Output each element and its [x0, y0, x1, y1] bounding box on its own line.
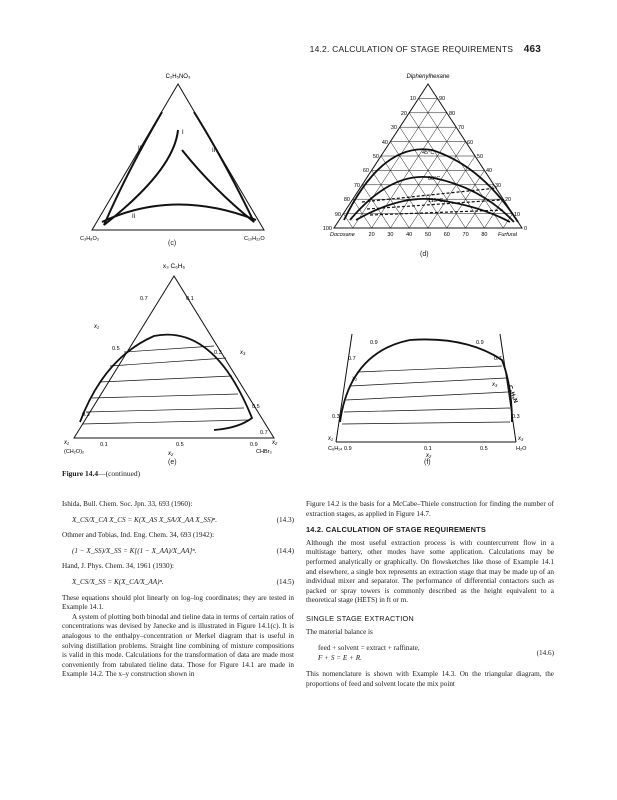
fig-e-tick-e: 0.5 [176, 442, 184, 448]
fig-e-tick-a: 0.7 [140, 296, 148, 302]
fig-d-isotherm-2: 80°C [428, 176, 441, 182]
fig-d-bottom-tick-20: 20 [368, 232, 375, 238]
page-number: 463 [523, 44, 541, 55]
eq-14-4-body: (1 − X_SS)/X_SS = K[(1 − X_AA)/X_AA]ⁿ. [72, 546, 197, 555]
fig-f-top-label: C₆H₅N [506, 384, 519, 405]
fig-d-left-vertex: Docosane [330, 232, 355, 238]
fig-f-right-vertex-b: H₂O [516, 446, 527, 452]
fig-d-right-vertex: Furfural [498, 232, 517, 238]
fig-f-tick-d: 0.9 [344, 446, 352, 452]
eq-14-6-words: feed + solvent = extract + raffinate, [318, 644, 420, 653]
fig-f-left-vertex-a: x₁ [328, 436, 333, 442]
fig-d-bottom-tick-70: 70 [462, 232, 469, 238]
fig-f-tick-h: 0.7 [494, 356, 502, 362]
fig-f-axis-x3: x₃ [492, 382, 498, 388]
fig-f-axis-x1: x₁ [352, 376, 357, 382]
eq-14-4-number: (14.4) [276, 546, 294, 555]
fig-d-top-vertex: Diphenylhexane [406, 74, 450, 80]
ref-ishida: Ishida, Bull. Chem. Soc. Jpn. 33, 693 (1960): [62, 500, 193, 508]
figure-d [322, 70, 532, 250]
fig-d-right-tick-20: 20 [505, 197, 512, 203]
ref-hand: Hand, J. Phys. Chem. 34, 1961 (1930): [62, 562, 175, 571]
fig-f-tick-e: 0.1 [424, 446, 432, 452]
paragraph-nomenclature: This nomenclature is shown with Example 14.3. On the triangular diagram, the proportions of feed and solvent locate the mix point [306, 670, 554, 688]
fig-d-right-tick-90: 90 [439, 96, 446, 102]
right-column [306, 500, 554, 690]
eq-14-5-number: (14.5) [276, 577, 294, 586]
fig-e-tick-g: 0.1 [186, 296, 194, 302]
fig-d-isotherm-3: 115°C [428, 198, 443, 204]
paragraph-mccabe: Figure 14.2 is the basis for a McCabe–Thiele construction for finding the number of extraction stages, as applied in Figure 14.7. [306, 500, 554, 518]
fig-e-axis-x2: x₂ [168, 451, 174, 457]
fig-c-right-vertex: C₁₀H₂₂O [244, 236, 265, 242]
eq-14-3-body: X_CS/X_CA X_CS = K(X_AS X_SA/X_AA X_SS)ⁿ. [72, 515, 217, 524]
fig-d-right-tick-30: 30 [495, 183, 502, 189]
fig-f-tick-a: 0.9 [370, 340, 378, 346]
fig-d-bottom-tick-30: 30 [387, 232, 394, 238]
fig-c-top-vertex: C₂H₅NO₃ [165, 74, 191, 80]
fig-e-tick-f: 0.9 [250, 442, 258, 448]
eq-14-6-number: (14.6) [536, 648, 554, 657]
fig-c-label: (c) [168, 240, 177, 247]
fig-d-left-tick-40: 40 [381, 140, 388, 146]
ref-othmer: Othmer and Tobias, Ind. Eng. Chem. 34, 693 (1942): [62, 531, 215, 540]
fig-d-left-tick-20: 20 [400, 111, 407, 117]
fig-d-label: (d) [420, 251, 429, 258]
fig-d-left-tick-80: 80 [343, 197, 350, 203]
fig-e-tick-d: 0.1 [100, 442, 108, 448]
equation-14-3 [72, 516, 294, 526]
subsection-heading: SINGLE STAGE EXTRACTION [306, 613, 414, 623]
fig-d-right-tick-10: 10 [514, 212, 521, 218]
figure-c [74, 70, 284, 245]
fig-d-right-tick-80: 80 [449, 111, 456, 117]
running-header [310, 44, 541, 55]
figure-f [326, 326, 536, 458]
fig-c-region-i: I [182, 130, 184, 136]
fig-d-bottom-tick-50: 50 [424, 232, 432, 238]
figure-caption-text: —(continued) [98, 469, 141, 478]
fig-f-label: (f) [424, 459, 431, 466]
fig-f-right-vertex-a: x₃ [518, 436, 524, 442]
fig-e-label: (e) [168, 459, 177, 466]
fig-e-left-vertex-b: (CH₂O)₂ [64, 449, 85, 455]
fig-e-top-vertex: x₃ C₆H₆ [162, 263, 186, 270]
section-heading: 14.2. CALCULATION OF STAGE REQUIREMENTS [306, 525, 486, 535]
fig-d-right-tick-0: 0 [524, 226, 528, 232]
fig-d-left-tick-10: 10 [409, 96, 416, 102]
fig-d-isotherm-1: 45°C [422, 150, 435, 156]
fig-d-left-tick-70: 70 [353, 183, 360, 189]
eq-14-5-body: X_CS/X_SS = K(X_CA/X_AA)ⁿ. [72, 577, 164, 586]
fig-d-left-tick-50: 50 [372, 154, 379, 160]
fig-f-tick-f: 0.5 [480, 446, 488, 452]
eq-14-3-number: (14.3) [276, 515, 294, 524]
figure-caption [62, 469, 140, 478]
figure-caption-number: Figure 14.4 [62, 469, 99, 478]
left-column [62, 500, 294, 680]
fig-e-right-vertex-a: x₂ [272, 440, 278, 446]
fig-d-bottom-tick-40: 40 [406, 232, 413, 238]
fig-d-left-tick-60: 60 [362, 168, 369, 174]
fig-e-left-vertex-a: x₁ [64, 440, 69, 446]
fig-e-tick-j: 0.7 [260, 430, 268, 436]
fig-f-tick-i: 0.3 [512, 414, 520, 420]
paragraph-janecke: A system of plotting both binodal and tieline data in terms of certain ratios of concentrations was devised by Janecke and is illustrated in Figure 14.1(c). It is analogous to the enthalpy–concentration or Merkel diagram that is useful in solving distillation problems. Straight line combining of mixture compositions is valid in this mode. Calculations for the transformation of data are made most conveniently from tabulated tieline data. Those for Figure 14.1 are made in Example 14.2. The x–y construction shown in [62, 612, 294, 679]
fig-d-right-tick-60: 60 [467, 140, 474, 146]
eq-14-6-symbols: F + S = E + R. [318, 653, 362, 662]
paragraph-material-balance: The material balance is [306, 627, 373, 636]
figure-e [64, 258, 284, 458]
fig-c-region-ii-c: II [132, 214, 136, 220]
fig-f-tick-b: 0.7 [348, 356, 356, 362]
fig-c-left-vertex: C₃H₈O₃ [80, 236, 99, 242]
fig-e-axis-x1: x₁ [94, 324, 99, 330]
fig-e-tick-c: 0.3 [82, 412, 90, 418]
fig-e-tick-i: 0.5 [252, 404, 260, 410]
running-title: 14.2. CALCULATION OF STAGE REQUIREMENTS [309, 44, 514, 54]
fig-d-right-tick-40: 40 [486, 168, 493, 174]
fig-d-bottom-tick-60: 60 [443, 232, 450, 238]
fig-d-left-tick-30: 30 [390, 125, 397, 131]
fig-e-right-vertex-b: CHBr₃ [256, 449, 272, 455]
fig-d-right-tick-50: 50 [477, 154, 484, 160]
paragraph-loglog: These equations should plot linearly on log–log coordinates; they are tested in Example 14.1. [62, 593, 294, 612]
fig-f-axis-x2: x₂ [426, 453, 432, 458]
paragraph-extraction: Although the most useful extraction process is with countercurrent flow in a multistage battery, other modes have some application. Calculations may be performed analytically or graphically. On flowsketches like those of Example 14.1 and elsewhere, a single box represents an extraction stage that may be made up of an individual mixer and separator. The performance of differential contactors such as packed or spray towers is commonly described as the height equivalent to a theoretical stage (HETS) in ft or m. [306, 538, 554, 605]
fig-f-tick-c: 0.3 [332, 414, 340, 420]
fig-d-right-tick-70: 70 [458, 125, 465, 131]
fig-d-left-tick-100: 100 [322, 226, 332, 232]
fig-c-region-ii-b: II [212, 148, 216, 154]
fig-e-tick-h: 0.3 [214, 350, 222, 356]
equation-14-5 [72, 578, 294, 588]
fig-e-axis-x3: x₃ [240, 350, 246, 356]
equation-14-6 [318, 644, 554, 663]
fig-f-left-vertex-b: C₆H₁₄ [328, 446, 343, 452]
equation-14-4 [72, 547, 294, 557]
fig-f-tick-g: 0.9 [476, 340, 484, 346]
fig-d-left-tick-90: 90 [334, 212, 341, 218]
fig-e-tick-b: 0.5 [112, 346, 120, 352]
fig-c-region-ii-a: II [138, 146, 142, 152]
fig-d-bottom-tick-80: 80 [481, 232, 488, 238]
